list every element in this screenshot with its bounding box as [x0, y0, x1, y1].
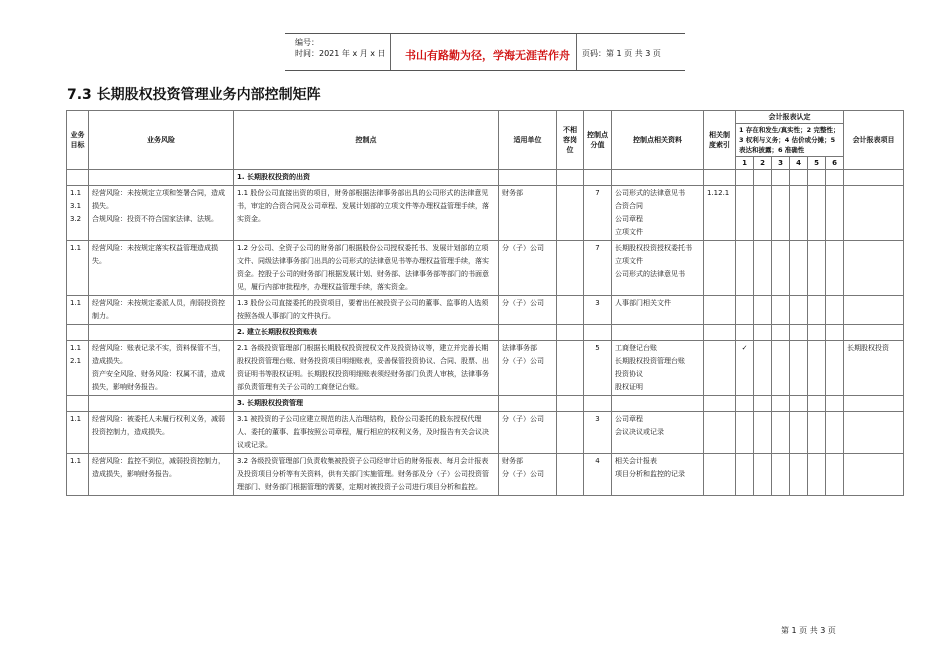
section-empty-cell	[499, 325, 557, 341]
header-assertion-desc: 1 存在和发生/真实性；2 完整性；3 权利与义务；4 估价或分摊；5 表达和披露；6 准确性	[736, 124, 844, 157]
section-empty-cell	[790, 325, 808, 341]
assertion-mark-cell	[808, 296, 826, 325]
assertion-mark-cell	[790, 296, 808, 325]
goal-cell: 1.1 3.1 3.2	[67, 186, 89, 241]
section-empty-cell	[584, 325, 612, 341]
section-empty-cell	[704, 170, 736, 186]
assertion-column-number: 5	[808, 157, 826, 170]
section-empty-cell	[826, 170, 844, 186]
index-cell	[704, 341, 736, 396]
score-cell: 7	[584, 186, 612, 241]
section-empty-cell	[612, 170, 704, 186]
docs-cell: 工商登记台账 长期股权投资管理台账 投资协议 股权证明	[612, 341, 704, 396]
section-empty-cell	[772, 325, 790, 341]
assertion-mark-cell	[772, 454, 790, 496]
section-empty-cell	[772, 396, 790, 412]
risk-cell: 经营风险：账表记录不实，资料保管不当，造成损失。 资产安全风险、财务风险：权属不清，造成损失，影响财务报告。	[89, 341, 234, 396]
assertion-mark-cell	[736, 186, 754, 241]
goal-cell: 1.1	[67, 454, 89, 496]
section-empty-cell	[754, 325, 772, 341]
index-cell	[704, 241, 736, 296]
assertion-mark-cell	[772, 296, 790, 325]
score-cell: 7	[584, 241, 612, 296]
header-risk: 业务风险	[89, 111, 234, 170]
assertion-mark-cell	[736, 241, 754, 296]
assertion-mark-cell	[808, 186, 826, 241]
section-empty-cell	[844, 396, 904, 412]
assertion-mark-cell	[772, 341, 790, 396]
control-cell: 1.3 股份公司直接委托的投资项目，要着出任被投资子公司的董事、监事的人选须按照各级人事部门的文件执行。	[234, 296, 499, 325]
items-cell	[844, 186, 904, 241]
assertion-mark-cell	[790, 186, 808, 241]
docs-cell: 人事部门相关文件	[612, 296, 704, 325]
table-row	[67, 241, 904, 296]
incompatible-cell	[557, 186, 584, 241]
section-row	[67, 170, 904, 186]
section-empty-cell	[772, 170, 790, 186]
assertion-mark-cell: ✓	[736, 341, 754, 396]
section-empty-cell	[557, 325, 584, 341]
score-cell: 3	[584, 412, 612, 454]
score-cell: 5	[584, 341, 612, 396]
section-empty-cell	[808, 325, 826, 341]
assertion-mark-cell	[736, 454, 754, 496]
header-divider	[576, 34, 577, 70]
assertion-mark-cell	[736, 412, 754, 454]
section-empty-cell	[844, 325, 904, 341]
items-cell	[844, 241, 904, 296]
table-row	[67, 296, 904, 325]
section-empty-cell	[704, 396, 736, 412]
incompatible-cell	[557, 341, 584, 396]
section-empty-cell	[704, 325, 736, 341]
header-items: 会计报表项目	[844, 111, 904, 170]
score-cell: 4	[584, 454, 612, 496]
control-matrix-table	[66, 110, 904, 496]
index-cell: 1.12.1	[704, 186, 736, 241]
number-label: 编号：	[295, 38, 319, 47]
items-cell	[844, 412, 904, 454]
assertion-mark-cell	[754, 186, 772, 241]
risk-cell: 经营风险：监控不到位，减弱投资控制力，造成损失，影响财务报告。	[89, 454, 234, 496]
assertion-mark-cell	[772, 241, 790, 296]
section-goal-cell	[67, 170, 89, 186]
page-footer: 第 1 页 共 3 页	[781, 626, 836, 635]
index-cell	[704, 454, 736, 496]
docs-cell: 相关会计报表 项目分析和监控的记录	[612, 454, 704, 496]
section-risk-cell	[89, 170, 234, 186]
assertion-mark-cell	[826, 412, 844, 454]
assertion-mark-cell	[808, 241, 826, 296]
assertion-mark-cell	[790, 454, 808, 496]
section-risk-cell	[89, 325, 234, 341]
header-assertion-title: 会计报表认定	[736, 111, 844, 124]
items-cell: 长期股权投资	[844, 341, 904, 396]
assertion-mark-cell	[826, 186, 844, 241]
score-cell: 3	[584, 296, 612, 325]
assertion-mark-cell	[754, 412, 772, 454]
index-cell	[704, 412, 736, 454]
header-incompatible: 不相容岗位	[557, 111, 584, 170]
incompatible-cell	[557, 296, 584, 325]
section-empty-cell	[584, 170, 612, 186]
unit-cell: 分（子）公司	[499, 412, 557, 454]
assertion-mark-cell	[754, 454, 772, 496]
index-cell	[704, 296, 736, 325]
items-cell	[844, 454, 904, 496]
control-cell: 2.1 各级投资管理部门根据长期股权投资授权文件及投资协议等，建立并完善长期股权投资管理台账、财务投资项目明细账表，妥善保管投资协议、合同、股票、出资证明书等股权证明。长期股权投资明细账表须经财务部门负责人审核，法律事务部负责管理有关子公司的工商登记台账。	[234, 341, 499, 396]
assertion-mark-cell	[826, 454, 844, 496]
unit-cell: 分（子）公司	[499, 241, 557, 296]
assertion-mark-cell	[790, 241, 808, 296]
section-empty-cell	[754, 170, 772, 186]
section-empty-cell	[584, 396, 612, 412]
docs-cell: 公司形式的法律意见书 合资合同 公司章程 立项文件	[612, 186, 704, 241]
risk-cell: 经营风险：未按规定立项和签署合同，造成损失。 合规风险：投资不符合国家法律、法规。	[89, 186, 234, 241]
section-title: 2. 建立长期股权投资账表	[234, 325, 499, 341]
control-cell: 1.2 分公司、全资子公司的财务部门根据股份公司授权委托书、发展计划部的立项文件、同级法律事务部门出具的公司形式的法律意见书等办理权益管理手续，落实资金。控股子公司的财务部门根据发展计划、财务部、法律事务部等部门的书面意见，履行内部审批程序，办理权益管理手续，落实资金。	[234, 241, 499, 296]
assertion-column-number: 3	[772, 157, 790, 170]
goal-cell: 1.1	[67, 296, 89, 325]
docs-cell: 公司章程 会议决议或记录	[612, 412, 704, 454]
assertion-mark-cell	[808, 412, 826, 454]
section-empty-cell	[826, 325, 844, 341]
assertion-column-number: 6	[826, 157, 844, 170]
assertion-mark-cell	[808, 341, 826, 396]
section-empty-cell	[557, 170, 584, 186]
table-row	[67, 186, 904, 241]
header-unit: 适用单位	[499, 111, 557, 170]
assertion-mark-cell	[772, 186, 790, 241]
assertion-column-number: 4	[790, 157, 808, 170]
header-index: 相关制度索引	[704, 111, 736, 170]
docs-cell: 长期股权投资授权委托书 立项文件 公司形式的法律意见书	[612, 241, 704, 296]
assertion-mark-cell	[772, 412, 790, 454]
section-empty-cell	[808, 396, 826, 412]
section-row	[67, 325, 904, 341]
section-empty-cell	[736, 170, 754, 186]
motto-text: 书山有路勤为径，学海无涯苦作舟	[405, 49, 570, 62]
section-risk-cell	[89, 396, 234, 412]
section-empty-cell	[826, 396, 844, 412]
goal-cell: 1.1 2.1	[67, 341, 89, 396]
unit-cell: 财务部 分（子）公司	[499, 454, 557, 496]
section-empty-cell	[808, 170, 826, 186]
assertion-mark-cell	[826, 296, 844, 325]
assertion-mark-cell	[736, 296, 754, 325]
section-empty-cell	[612, 325, 704, 341]
assertion-mark-cell	[808, 454, 826, 496]
section-empty-cell	[499, 396, 557, 412]
assertion-mark-cell	[790, 412, 808, 454]
assertion-mark-cell	[790, 341, 808, 396]
incompatible-cell	[557, 454, 584, 496]
risk-cell: 经营风险：被委托人未履行权利义务，减弱投资控制力，造成损失。	[89, 412, 234, 454]
table-row	[67, 454, 904, 496]
page-title: 7.3 长期股权投资管理业务内部控制矩阵	[67, 87, 321, 103]
section-empty-cell	[736, 325, 754, 341]
section-row	[67, 396, 904, 412]
section-empty-cell	[557, 396, 584, 412]
section-empty-cell	[790, 396, 808, 412]
goal-cell: 1.1	[67, 412, 89, 454]
header-docs: 控制点相关资料	[612, 111, 704, 170]
incompatible-cell	[557, 241, 584, 296]
section-empty-cell	[790, 170, 808, 186]
section-empty-cell	[612, 396, 704, 412]
section-empty-cell	[736, 396, 754, 412]
header-score: 控制点分值	[584, 111, 612, 170]
items-cell	[844, 296, 904, 325]
unit-cell: 分（子）公司	[499, 296, 557, 325]
goal-cell: 1.1	[67, 241, 89, 296]
header-divider	[390, 34, 391, 70]
risk-cell: 经营风险：未按规定落实权益管理造成损失。	[89, 241, 234, 296]
unit-cell: 财务部	[499, 186, 557, 241]
time-label: 时间：2021 年 x 月 x 日	[295, 49, 386, 58]
assertion-column-number: 2	[754, 157, 772, 170]
risk-cell: 经营风险：未按规定委派人员，削弱投资控制力。	[89, 296, 234, 325]
section-title: 1. 长期股权投资的出资	[234, 170, 499, 186]
control-cell: 1.1 股份公司直接出资的项目，财务部根据法律事务部出具的公司形式的法律意见书，审定的合资合同及公司章程、发展计划部的立项文件等办理权益管理手续，落实资金。	[234, 186, 499, 241]
incompatible-cell	[557, 412, 584, 454]
section-empty-cell	[499, 170, 557, 186]
table-row	[67, 412, 904, 454]
section-goal-cell	[67, 396, 89, 412]
assertion-mark-cell	[754, 341, 772, 396]
control-cell: 3.2 各级投资管理部门负责收集被投资子公司经审计后的财务报表、每月会计报表及投资项目分析等有关资料，供有关部门实施管理。财务部及分（子）公司投资管理部门、财务部门根据管理的需要，定期对被投资子公司进行项目分析和监控。	[234, 454, 499, 496]
assertion-mark-cell	[754, 241, 772, 296]
unit-cell: 法律事务部 分（子）公司	[499, 341, 557, 396]
assertion-column-number: 1	[736, 157, 754, 170]
header-control: 控制点	[234, 111, 499, 170]
table-row	[67, 341, 904, 396]
page-header	[285, 33, 685, 71]
header-goal: 业务目标	[67, 111, 89, 170]
assertion-mark-cell	[826, 241, 844, 296]
assertion-mark-cell	[826, 341, 844, 396]
assertion-mark-cell	[754, 296, 772, 325]
control-cell: 3.1 被投资的子公司应建立规范的法人治理结构，股份公司委托的股东授权代理人、委托的董事、监事按照公司章程，履行相应的权利义务，及时报告有关会议决议或记录。	[234, 412, 499, 454]
section-title: 3. 长期股权投资管理	[234, 396, 499, 412]
section-empty-cell	[754, 396, 772, 412]
page-number-label: 页码：第 1 页 共 3 页	[582, 49, 661, 58]
section-empty-cell	[844, 170, 904, 186]
section-goal-cell	[67, 325, 89, 341]
